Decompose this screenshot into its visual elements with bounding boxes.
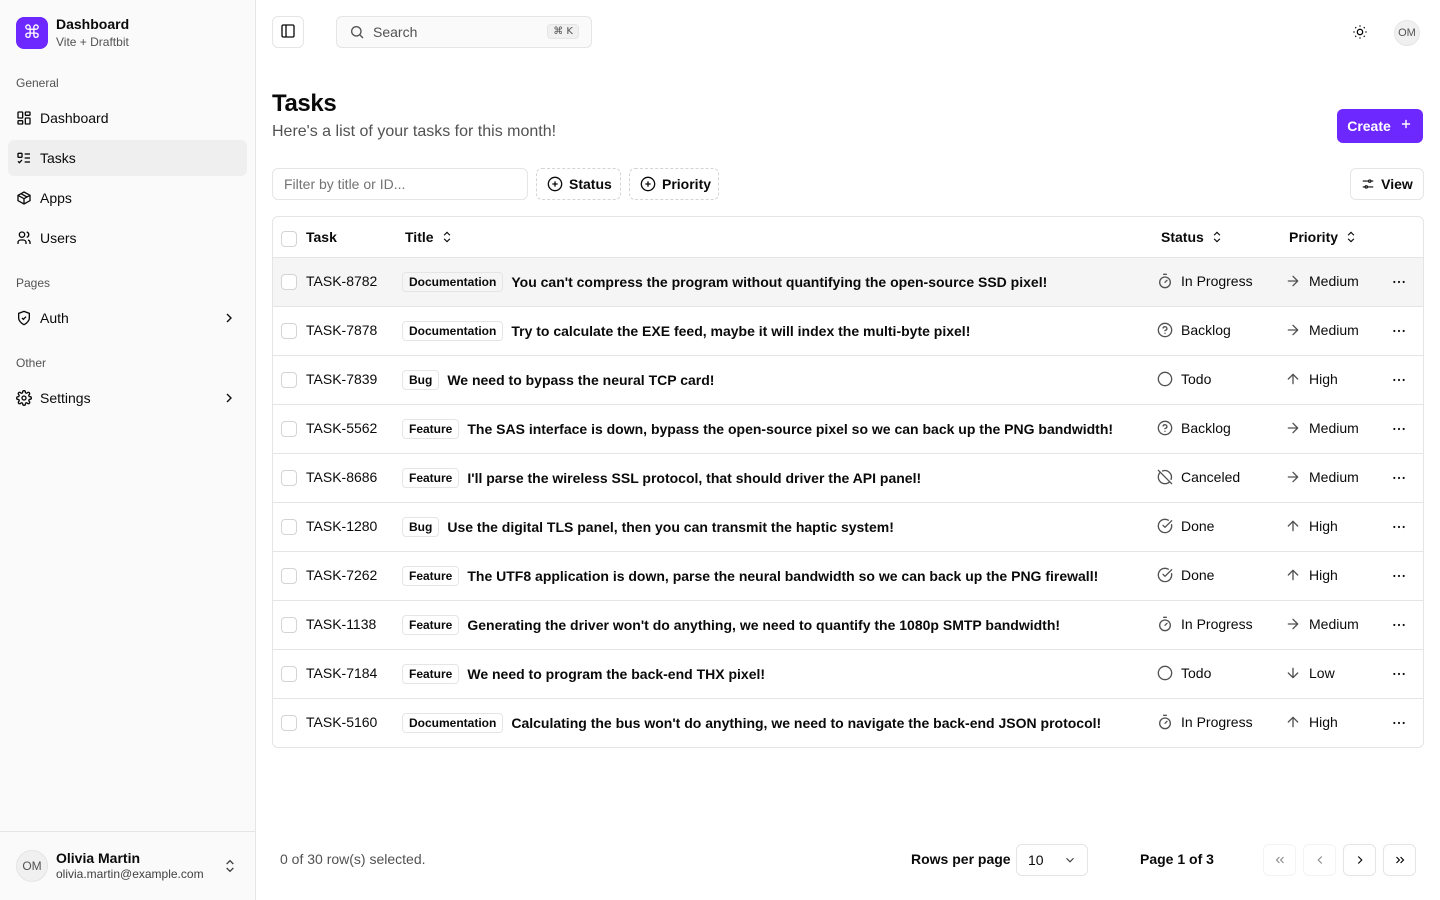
circle-off-icon (1157, 469, 1173, 485)
sidebar (0, 0, 256, 900)
sidebar-item-label: Dashboard (40, 110, 109, 126)
panel-left-icon (280, 23, 296, 42)
task-priority: Low (1309, 665, 1335, 681)
task-title: The SAS interface is down, bypass the open-source pixel so we can back up the PNG bandwidth! (467, 421, 1114, 437)
search-shortcut: ⌘ K (547, 24, 579, 39)
package-icon (16, 190, 32, 206)
column-title-label: Title (405, 229, 434, 245)
filter-input[interactable] (272, 168, 528, 200)
more-horizontal-icon (1391, 519, 1407, 535)
label-badge: Bug (402, 517, 439, 537)
task-id: TASK-8782 (306, 273, 378, 289)
column-priority[interactable] (1289, 229, 1358, 245)
nav-group-pages: Pages (16, 276, 51, 290)
row-checkbox[interactable] (281, 666, 297, 682)
task-title: Use the digital TLS panel, then you can transmit the haptic system! (447, 519, 894, 535)
label-badge: Documentation (402, 321, 503, 341)
chevron-right-icon (1353, 853, 1367, 867)
selection-count: 0 of 30 row(s) selected. (280, 851, 426, 867)
row-actions-button[interactable] (1387, 421, 1411, 437)
task-title: We need to bypass the neural TCP card! (447, 372, 715, 388)
arrow-right-icon (1285, 322, 1301, 338)
row-actions-button[interactable] (1387, 568, 1411, 584)
table-row[interactable] (273, 307, 1423, 356)
arrow-up-icon (1285, 714, 1301, 730)
user-email: olivia.martin@example.com (56, 867, 204, 882)
label-badge: Feature (402, 664, 459, 684)
sidebar-item-label: Users (40, 230, 77, 246)
table-row[interactable] (273, 454, 1423, 503)
sidebar-item-label: Tasks (40, 150, 76, 166)
command-icon: ⌘ (16, 17, 48, 49)
row-checkbox[interactable] (281, 617, 297, 633)
plus-circle-icon (547, 176, 563, 192)
more-horizontal-icon (1391, 568, 1407, 584)
column-status[interactable] (1161, 229, 1224, 245)
task-priority: Medium (1309, 616, 1359, 632)
arrow-up-icon (1285, 518, 1301, 534)
check-circle-icon (1157, 567, 1173, 583)
row-actions-button[interactable] (1387, 323, 1411, 339)
select-all-checkbox[interactable] (281, 231, 297, 247)
column-title[interactable] (405, 229, 454, 245)
table-row[interactable] (273, 650, 1423, 699)
chevron-left-icon (1313, 853, 1327, 867)
arrow-up-icon (1285, 567, 1301, 583)
task-status: Todo (1181, 665, 1212, 681)
row-checkbox[interactable] (281, 568, 297, 584)
arrow-right-icon (1285, 616, 1301, 632)
column-status-label: Status (1161, 229, 1204, 245)
brand[interactable] (16, 16, 129, 49)
timer-icon (1157, 273, 1173, 289)
row-checkbox[interactable] (281, 421, 297, 437)
timer-icon (1157, 616, 1173, 632)
table-header (273, 217, 1423, 258)
sidebar-item-settings[interactable] (8, 380, 247, 416)
page-subtitle: Here's a list of your tasks for this month! (272, 123, 557, 140)
task-priority: Medium (1309, 322, 1359, 338)
row-checkbox[interactable] (281, 470, 297, 486)
priority-filter-label: Priority (662, 176, 712, 192)
check-circle-icon (1157, 518, 1173, 534)
row-actions-button[interactable] (1387, 519, 1411, 535)
search-icon (349, 24, 365, 40)
row-actions-button[interactable] (1387, 372, 1411, 388)
task-title: We need to program the back-end THX pixel! (467, 666, 766, 682)
sidebar-item-label: Auth (40, 310, 69, 326)
label-badge: Feature (402, 419, 459, 439)
sun-icon (1352, 24, 1368, 40)
previous-page-button[interactable] (1303, 844, 1336, 876)
task-id: TASK-5562 (306, 420, 378, 436)
table-row[interactable] (273, 503, 1423, 552)
task-id: TASK-7184 (306, 665, 378, 681)
task-priority: High (1309, 714, 1338, 730)
chevrons-up-down-icon (1210, 230, 1224, 244)
sidebar-item-apps[interactable] (8, 180, 247, 216)
task-priority: Medium (1309, 273, 1359, 289)
nav-group-general: General (16, 76, 59, 90)
more-horizontal-icon (1391, 323, 1407, 339)
row-checkbox[interactable] (281, 323, 297, 339)
status-filter-button[interactable] (536, 168, 621, 200)
arrow-right-icon (1285, 420, 1301, 436)
task-priority: High (1309, 567, 1338, 583)
timer-icon (1157, 714, 1173, 730)
list-todo-icon (16, 150, 32, 166)
page-indicator: Page 1 of 3 (1140, 851, 1214, 867)
row-checkbox[interactable] (281, 715, 297, 731)
task-status: Done (1181, 518, 1215, 534)
label-badge: Feature (402, 566, 459, 586)
brand-subtitle: Vite + Draftbit (56, 34, 129, 49)
more-horizontal-icon (1391, 421, 1407, 437)
task-id: TASK-8686 (306, 469, 378, 485)
arrow-up-icon (1285, 371, 1301, 387)
circle-icon (1157, 371, 1173, 387)
rows-per-page-select[interactable] (1016, 844, 1088, 876)
layout-dashboard-icon (16, 110, 32, 126)
task-status: In Progress (1181, 273, 1253, 289)
task-status: Canceled (1181, 469, 1241, 485)
table-row[interactable] (273, 356, 1423, 405)
task-title: The UTF8 application is down, parse the neural bandwidth so we can back up the PNG firewall! (467, 568, 1099, 584)
help-circle-icon (1157, 322, 1173, 338)
priority-filter-button[interactable] (629, 168, 719, 200)
sidebar-item-users[interactable] (8, 220, 247, 256)
chevrons-up-down-icon (1344, 230, 1358, 244)
table-row[interactable] (273, 258, 1423, 307)
label-badge: Documentation (402, 713, 503, 733)
plus-circle-icon (640, 176, 656, 192)
row-actions-button[interactable] (1387, 470, 1411, 486)
rows-per-page-label: Rows per page (911, 851, 1011, 867)
task-id: TASK-7839 (306, 371, 378, 387)
users-icon (16, 230, 32, 246)
chevron-down-icon (1063, 853, 1077, 867)
task-title: I'll parse the wireless SSL protocol, that should driver the API panel! (467, 470, 922, 486)
brand-title: Dashboard (56, 16, 130, 32)
task-priority: High (1309, 518, 1338, 534)
first-page-button[interactable] (1263, 844, 1296, 876)
task-title: Calculating the bus won't do anything, we need to navigate the back-end JSON protocol! (511, 715, 1102, 731)
task-status: Done (1181, 567, 1215, 583)
user-menu[interactable] (0, 831, 256, 900)
rows-per-page-value: 10 (1028, 852, 1044, 868)
row-actions-button[interactable] (1387, 617, 1411, 633)
create-label: Create (1347, 118, 1391, 134)
chevrons-up-down-icon (440, 230, 454, 244)
label-badge: Documentation (402, 272, 503, 292)
task-priority: Medium (1309, 469, 1359, 485)
view-options-button[interactable] (1350, 168, 1424, 200)
sidebar-item-auth[interactable] (8, 300, 247, 336)
task-id: TASK-1280 (306, 518, 378, 534)
nav-group-other: Other (16, 356, 47, 370)
shield-check-icon (16, 310, 32, 326)
column-priority-label: Priority (1289, 229, 1339, 245)
sidebar-item-tasks[interactable] (8, 140, 247, 176)
theme-toggle-button[interactable] (1344, 16, 1376, 48)
task-status: Backlog (1181, 420, 1231, 436)
sidebar-item-dashboard[interactable] (8, 100, 247, 136)
task-title: Generating the driver won't do anything, we need to quantify the 1080p SMTP bandwidth! (467, 617, 1061, 633)
table-row[interactable] (273, 405, 1423, 454)
table-row[interactable] (273, 601, 1423, 650)
more-horizontal-icon (1391, 372, 1407, 388)
task-id: TASK-7878 (306, 322, 378, 338)
table-row[interactable] (273, 699, 1423, 748)
table-row[interactable] (273, 552, 1423, 601)
task-status: Todo (1181, 371, 1212, 387)
task-status: In Progress (1181, 616, 1253, 632)
search-input[interactable] (336, 16, 592, 48)
task-title: You can't compress the program without quantifying the open-source SSD pixel! (511, 274, 1048, 290)
row-checkbox[interactable] (281, 519, 297, 535)
arrow-down-icon (1285, 665, 1301, 681)
task-status: Backlog (1181, 322, 1231, 338)
row-actions-button[interactable] (1387, 274, 1411, 290)
chevron-right-icon (221, 310, 237, 326)
sliders-icon (1361, 177, 1375, 191)
row-checkbox[interactable] (281, 372, 297, 388)
label-badge: Feature (402, 468, 459, 488)
task-id: TASK-7262 (306, 567, 378, 583)
avatar: OM (16, 850, 48, 882)
search-placeholder: Search (373, 24, 418, 40)
arrow-right-icon (1285, 469, 1301, 485)
user-name: Olivia Martin (56, 849, 141, 866)
header-avatar[interactable]: OM (1394, 20, 1420, 46)
sidebar-item-label: Apps (40, 190, 72, 206)
tasks-table (272, 216, 1424, 748)
settings-icon (16, 390, 32, 406)
chevrons-up-down-icon (222, 858, 238, 877)
more-horizontal-icon (1391, 715, 1407, 731)
last-page-button[interactable] (1383, 844, 1416, 876)
task-status: In Progress (1181, 714, 1253, 730)
more-horizontal-icon (1391, 274, 1407, 290)
task-title: Try to calculate the EXE feed, maybe it will index the multi-byte pixel! (511, 323, 971, 339)
sidebar-item-label: Settings (40, 390, 91, 406)
task-id: TASK-1138 (306, 616, 377, 632)
label-badge: Feature (402, 615, 459, 635)
sidebar-toggle-button[interactable] (272, 16, 304, 48)
row-actions-button[interactable] (1387, 666, 1411, 682)
status-filter-label: Status (569, 176, 612, 192)
chevrons-left-icon (1273, 853, 1287, 867)
help-circle-icon (1157, 420, 1173, 436)
next-page-button[interactable] (1343, 844, 1376, 876)
more-horizontal-icon (1391, 666, 1407, 682)
page-title: Tasks (272, 90, 337, 117)
chevron-right-icon (221, 390, 237, 406)
task-priority: Medium (1309, 420, 1359, 436)
plus-icon (1399, 117, 1413, 136)
create-button[interactable] (1337, 109, 1423, 143)
column-task: Task (306, 229, 337, 245)
circle-icon (1157, 665, 1173, 681)
task-id: TASK-5160 (306, 714, 378, 730)
more-horizontal-icon (1391, 617, 1407, 633)
row-actions-button[interactable] (1387, 715, 1411, 731)
view-label: View (1381, 176, 1413, 192)
chevrons-right-icon (1393, 853, 1407, 867)
task-priority: High (1309, 371, 1338, 387)
row-checkbox[interactable] (281, 274, 297, 290)
arrow-right-icon (1285, 273, 1301, 289)
label-badge: Bug (402, 370, 439, 390)
more-horizontal-icon (1391, 470, 1407, 486)
